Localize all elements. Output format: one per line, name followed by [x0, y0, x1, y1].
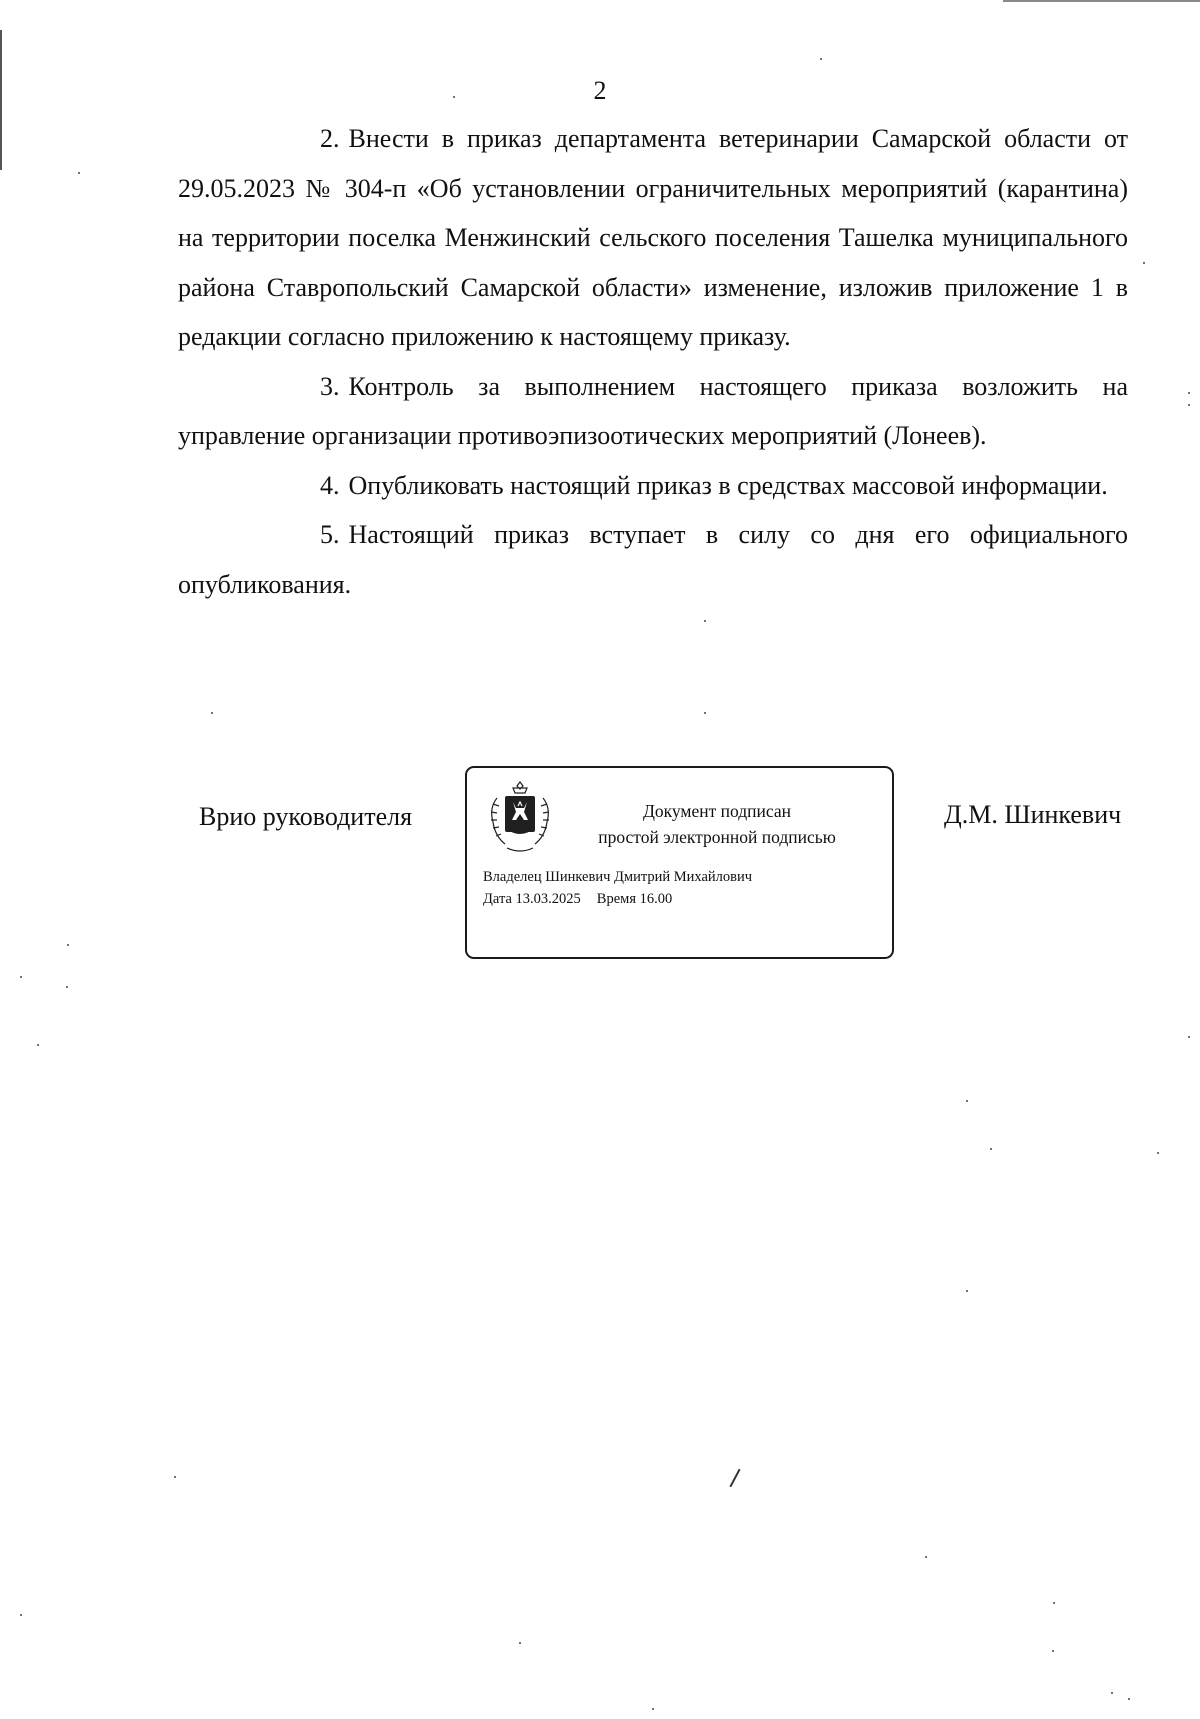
- scan-speck: [1143, 262, 1145, 264]
- scan-speck: [519, 1642, 521, 1644]
- scan-speck: [652, 1708, 654, 1710]
- scan-edge-line: [1003, 0, 1200, 2]
- stamp-owner: Владелец Шинкевич Дмитрий Михайлович: [483, 869, 753, 885]
- paragraph-number: 2.: [320, 124, 340, 153]
- paragraph-text: Внести в приказ департамента ветеринарии Самарской области от 29.05.2023 № 304-п «Об установлении ограничительных мероприятий (карантина) на территории поселка Менжинский сельского поселения Ташелка муниципального района Ставропольский Самарской области» изменение, изложив приложение 1 в редакции согласно приложению к настоящему приказу.: [178, 124, 1128, 351]
- stamp-title-line: Документ подписан: [642, 801, 792, 821]
- scan-speck: [1052, 1650, 1054, 1652]
- scan-speck: [37, 1044, 39, 1046]
- scan-speck: [1188, 1036, 1190, 1038]
- paragraph-text: Опубликовать настоящий приказ в средствах массовой информации.: [348, 470, 1108, 500]
- scan-speck: [20, 1614, 22, 1616]
- paragraph-item-5: [178, 510, 1128, 609]
- stamp-title-line: простой электронной подписью: [598, 827, 836, 847]
- scan-speck: [78, 172, 80, 174]
- scan-scratch: [729, 1469, 740, 1488]
- scan-speck: [174, 1476, 176, 1478]
- scan-speck: [990, 1148, 992, 1150]
- document-body: [178, 114, 1128, 609]
- scan-speck: [211, 712, 213, 714]
- stamp-date: Дата 13.03.2025: [483, 891, 581, 907]
- scan-speck: [966, 1100, 968, 1102]
- scan-speck: [704, 712, 706, 714]
- scan-speck: [1128, 1698, 1130, 1700]
- paragraph-number: 3.: [320, 371, 340, 401]
- scan-speck: [20, 976, 22, 978]
- paragraph-item-2: [178, 114, 1128, 362]
- stamp-title: [562, 798, 872, 850]
- scan-speck: [67, 944, 69, 946]
- scan-speck: [966, 1290, 968, 1292]
- paragraph-text: Настоящий приказ вступает в силу со дня его официального опубликования.: [178, 520, 1128, 599]
- electronic-signature-stamp: [465, 766, 894, 959]
- signatory-name: Д.М. Шинкевич: [944, 800, 1122, 829]
- stamp-time: Время 16.00: [596, 891, 673, 907]
- scan-speck: [1157, 1152, 1159, 1154]
- scan-speck: [1111, 1692, 1113, 1694]
- paragraph-item-3: [178, 362, 1128, 461]
- scan-speck: [1188, 404, 1190, 406]
- scan-speck: [1188, 392, 1190, 394]
- scan-speck: [820, 58, 822, 60]
- paragraph-text: Контроль за выполнением настоящего приказа возложить на управление организации противоэпизоотических мероприятий (Лонеев).: [178, 371, 1128, 450]
- stamp-details: [483, 866, 752, 910]
- page-number: 2: [593, 76, 607, 105]
- paragraph-number: 5.: [320, 520, 340, 549]
- scan-speck: [1053, 1602, 1055, 1604]
- scan-speck: [66, 986, 68, 988]
- stamp-datetime: [483, 888, 752, 910]
- signatory-position: Врио руководителя: [199, 802, 413, 831]
- scan-speck: [925, 1556, 927, 1558]
- coat-of-arms-icon: [487, 778, 553, 854]
- paragraph-item-4: [178, 461, 1128, 511]
- paragraph-number: 4.: [320, 470, 340, 500]
- scan-speck: [453, 96, 455, 98]
- scan-speck: [704, 620, 706, 622]
